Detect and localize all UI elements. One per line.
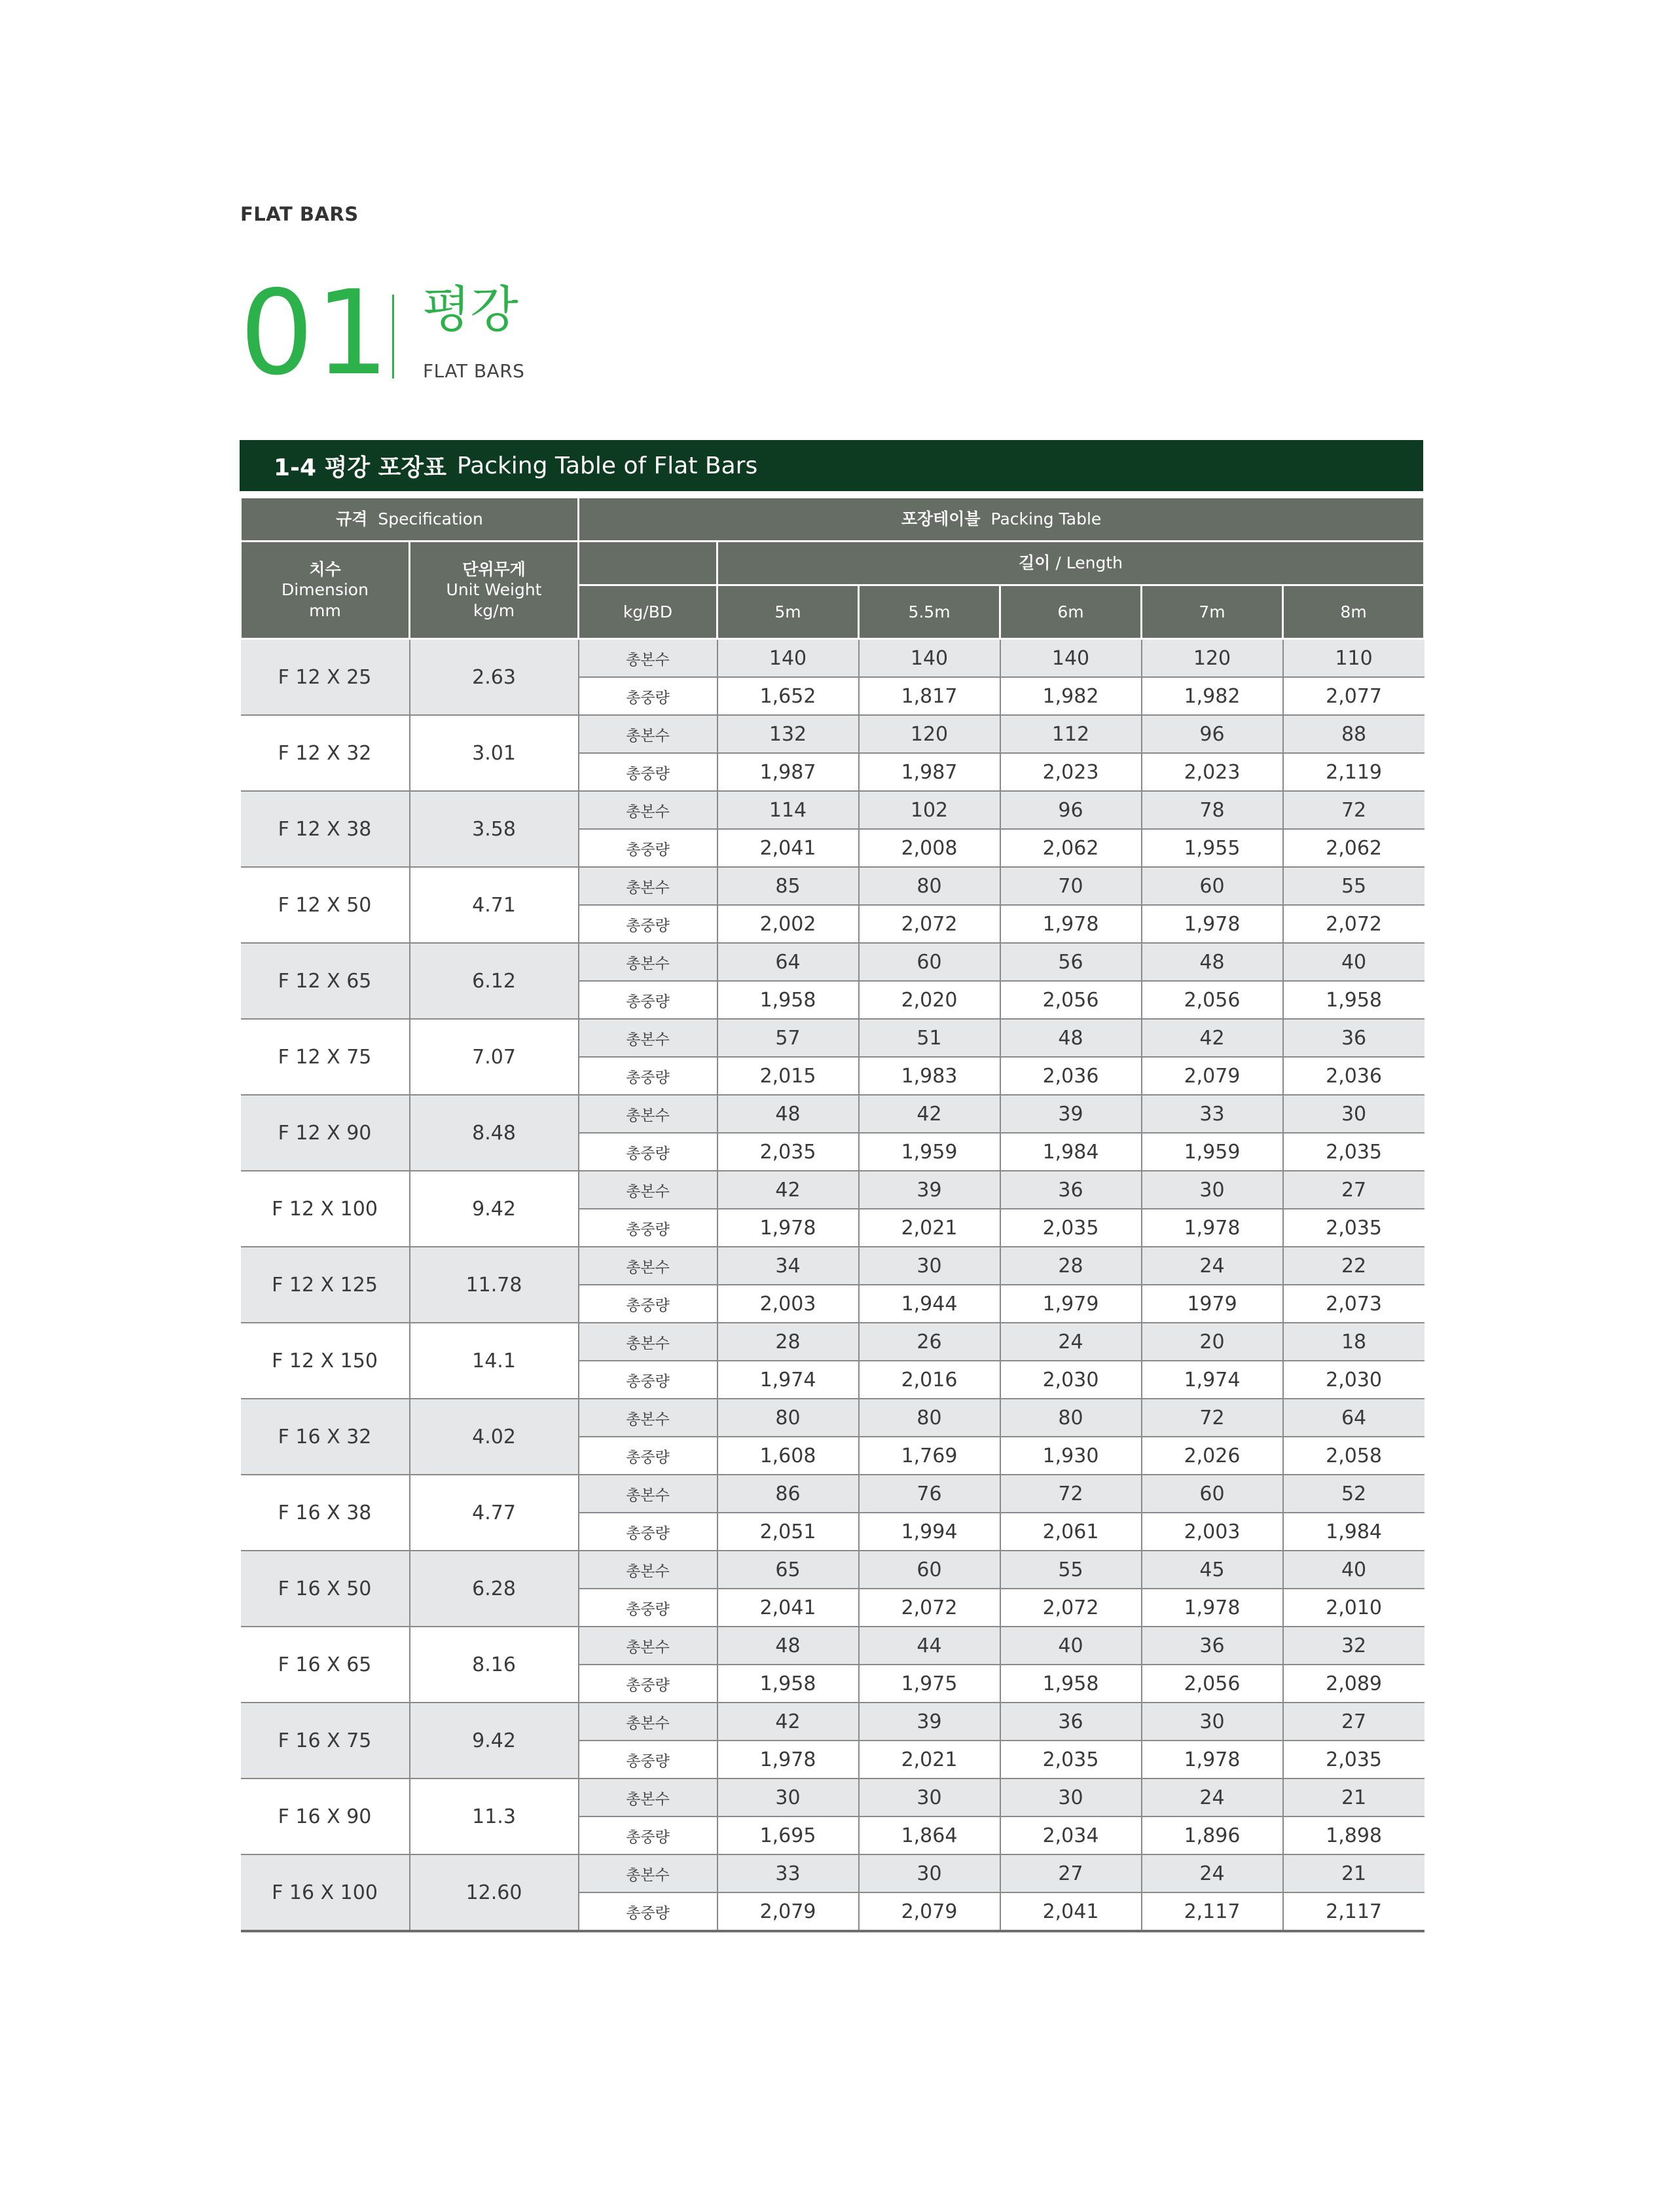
weight-cell: 2,008 bbox=[859, 829, 1000, 867]
section-label: FLAT BARS bbox=[240, 203, 359, 225]
dimension-cell: F 12 X 38 bbox=[241, 791, 410, 867]
weight-cell: 2,077 bbox=[1283, 677, 1425, 715]
count-cell: 30 bbox=[859, 1779, 1000, 1816]
weight-cell: 2,089 bbox=[1283, 1665, 1425, 1703]
count-cell: 76 bbox=[859, 1475, 1000, 1513]
unit-weight-cell: 7.07 bbox=[410, 1019, 579, 1095]
weight-cell: 2,035 bbox=[1283, 1133, 1425, 1171]
weight-label: 총중량 bbox=[579, 1513, 717, 1551]
table-row bbox=[241, 1551, 1425, 1589]
chapter-number: 01 bbox=[240, 265, 391, 401]
count-cell: 114 bbox=[717, 791, 859, 829]
weight-cell: 1,930 bbox=[1000, 1437, 1142, 1475]
weight-cell: 1,864 bbox=[859, 1816, 1000, 1854]
spec-header-ko: 규격 bbox=[336, 509, 368, 529]
count-cell: 20 bbox=[1142, 1323, 1283, 1361]
weight-label: 총중량 bbox=[579, 1665, 717, 1703]
count-cell: 60 bbox=[1142, 867, 1283, 905]
count-cell: 120 bbox=[1142, 639, 1283, 678]
table-row bbox=[241, 1247, 1425, 1285]
weight-cell: 2,058 bbox=[1283, 1437, 1425, 1475]
count-label: 총본수 bbox=[579, 1019, 717, 1057]
weight-cell: 1,944 bbox=[859, 1285, 1000, 1323]
count-cell: 60 bbox=[859, 943, 1000, 981]
dimension-cell: F 16 X 65 bbox=[241, 1627, 410, 1703]
count-label: 총본수 bbox=[579, 715, 717, 753]
count-cell: 55 bbox=[1000, 1551, 1142, 1589]
weight-cell: 2,062 bbox=[1000, 829, 1142, 867]
count-cell: 85 bbox=[717, 867, 859, 905]
weight-cell: 1,955 bbox=[1142, 829, 1283, 867]
count-cell: 57 bbox=[717, 1019, 859, 1057]
count-cell: 30 bbox=[1283, 1095, 1425, 1133]
table-row bbox=[241, 715, 1425, 753]
table-title-ko: 1-4 평강 포장표 bbox=[274, 454, 446, 481]
weight-cell: 1,982 bbox=[1000, 677, 1142, 715]
count-cell: 36 bbox=[1000, 1171, 1142, 1209]
unit-weight-cell: 4.77 bbox=[410, 1475, 579, 1551]
spec-header-en: Specification bbox=[378, 509, 483, 529]
weight-header bbox=[410, 542, 579, 639]
count-cell: 40 bbox=[1283, 1551, 1425, 1589]
count-cell: 120 bbox=[859, 715, 1000, 753]
weight-cell: 2,020 bbox=[859, 981, 1000, 1019]
count-label: 총본수 bbox=[579, 1551, 717, 1589]
weight-label: 총중량 bbox=[579, 753, 717, 791]
table-row bbox=[241, 1627, 1425, 1665]
table-title-en: Packing Table of Flat Bars bbox=[457, 452, 758, 479]
weight-cell: 1,978 bbox=[717, 1209, 859, 1247]
weight-cell: 2,016 bbox=[859, 1361, 1000, 1399]
packing-header bbox=[579, 498, 1425, 542]
count-cell: 36 bbox=[1283, 1019, 1425, 1057]
table-row bbox=[241, 791, 1425, 829]
weight-cell: 2,117 bbox=[1283, 1892, 1425, 1931]
count-cell: 21 bbox=[1283, 1779, 1425, 1816]
weight-label: 총중량 bbox=[579, 1057, 717, 1095]
weight-cell: 2,002 bbox=[717, 905, 859, 943]
length-header bbox=[717, 542, 1425, 585]
table-row bbox=[241, 1095, 1425, 1133]
kgbd-header: kg/BD bbox=[579, 585, 717, 639]
weight-cell: 2,061 bbox=[1000, 1513, 1142, 1551]
count-cell: 140 bbox=[717, 639, 859, 678]
count-cell: 42 bbox=[859, 1095, 1000, 1133]
unit-weight-cell: 8.16 bbox=[410, 1627, 579, 1703]
count-label: 총본수 bbox=[579, 639, 717, 678]
count-cell: 72 bbox=[1000, 1475, 1142, 1513]
table-row bbox=[241, 1475, 1425, 1513]
dimension-cell: F 12 X 100 bbox=[241, 1171, 410, 1247]
weight-cell: 2,003 bbox=[1142, 1513, 1283, 1551]
weight-cell: 1,695 bbox=[717, 1816, 859, 1854]
count-label: 총본수 bbox=[579, 1779, 717, 1816]
count-label: 총본수 bbox=[579, 1095, 717, 1133]
weight-cell: 2,035 bbox=[1283, 1209, 1425, 1247]
weight-cell: 1,987 bbox=[859, 753, 1000, 791]
count-cell: 102 bbox=[859, 791, 1000, 829]
count-cell: 60 bbox=[859, 1551, 1000, 1589]
dimension-cell: F 16 X 32 bbox=[241, 1399, 410, 1475]
table-row bbox=[241, 1019, 1425, 1057]
weight-cell: 1,959 bbox=[1142, 1133, 1283, 1171]
table-row bbox=[241, 639, 1425, 678]
chapter-title: 평강 bbox=[422, 280, 518, 339]
weight-cell: 2,079 bbox=[1142, 1057, 1283, 1095]
count-cell: 96 bbox=[1000, 791, 1142, 829]
count-cell: 88 bbox=[1283, 715, 1425, 753]
packing-table bbox=[240, 496, 1425, 1932]
count-cell: 24 bbox=[1142, 1247, 1283, 1285]
count-cell: 140 bbox=[859, 639, 1000, 678]
count-cell: 70 bbox=[1000, 867, 1142, 905]
count-cell: 39 bbox=[859, 1171, 1000, 1209]
weight-cell: 2,030 bbox=[1283, 1361, 1425, 1399]
weight-cell: 2,117 bbox=[1142, 1892, 1283, 1931]
weight-cell: 1,984 bbox=[1283, 1513, 1425, 1551]
count-cell: 52 bbox=[1283, 1475, 1425, 1513]
weight-label: 총중량 bbox=[579, 1133, 717, 1171]
table-row bbox=[241, 1779, 1425, 1816]
count-cell: 27 bbox=[1283, 1171, 1425, 1209]
unit-weight-cell: 9.42 bbox=[410, 1703, 579, 1779]
count-cell: 80 bbox=[859, 1399, 1000, 1437]
dimension-cell: F 12 X 50 bbox=[241, 867, 410, 943]
weight-cell: 2,056 bbox=[1000, 981, 1142, 1019]
weight-cell: 1,978 bbox=[1142, 1589, 1283, 1627]
count-cell: 34 bbox=[717, 1247, 859, 1285]
packing-table-body bbox=[241, 639, 1425, 1932]
unit-weight-cell: 6.28 bbox=[410, 1551, 579, 1627]
dimension-header-unit: mm bbox=[309, 600, 341, 620]
weight-label: 총중량 bbox=[579, 981, 717, 1019]
count-cell: 18 bbox=[1283, 1323, 1425, 1361]
dimension-cell: F 12 X 90 bbox=[241, 1095, 410, 1171]
count-cell: 45 bbox=[1142, 1551, 1283, 1589]
count-cell: 44 bbox=[859, 1627, 1000, 1665]
weight-cell: 1,979 bbox=[1000, 1285, 1142, 1323]
weight-cell: 1,978 bbox=[1000, 905, 1142, 943]
weight-cell: 1,984 bbox=[1000, 1133, 1142, 1171]
weight-cell: 2,036 bbox=[1000, 1057, 1142, 1095]
length-header-ko: 길이 bbox=[1019, 553, 1051, 573]
weight-cell: 2,062 bbox=[1283, 829, 1425, 867]
unit-weight-cell: 3.01 bbox=[410, 715, 579, 791]
count-cell: 86 bbox=[717, 1475, 859, 1513]
count-cell: 40 bbox=[1283, 943, 1425, 981]
count-cell: 39 bbox=[1000, 1095, 1142, 1133]
unit-weight-cell: 12.60 bbox=[410, 1854, 579, 1931]
unit-weight-cell: 11.78 bbox=[410, 1247, 579, 1323]
weight-cell: 1,974 bbox=[717, 1361, 859, 1399]
weight-cell: 1,978 bbox=[1142, 1741, 1283, 1779]
weight-cell: 1,982 bbox=[1142, 677, 1283, 715]
count-label: 총본수 bbox=[579, 1323, 717, 1361]
unit-weight-cell: 2.63 bbox=[410, 639, 579, 716]
dimension-cell: F 12 X 75 bbox=[241, 1019, 410, 1095]
count-cell: 60 bbox=[1142, 1475, 1283, 1513]
unit-weight-cell: 9.42 bbox=[410, 1171, 579, 1247]
count-label: 총본수 bbox=[579, 1247, 717, 1285]
weight-cell: 2,034 bbox=[1000, 1816, 1142, 1854]
weight-cell: 2,010 bbox=[1283, 1589, 1425, 1627]
dimension-cell: F 12 X 32 bbox=[241, 715, 410, 791]
weight-cell: 1,958 bbox=[717, 981, 859, 1019]
weight-cell: 2,072 bbox=[859, 1589, 1000, 1627]
weight-header-unit: kg/m bbox=[473, 600, 515, 620]
unit-weight-cell: 4.02 bbox=[410, 1399, 579, 1475]
weight-cell: 2,041 bbox=[1000, 1892, 1142, 1931]
count-label: 총본수 bbox=[579, 1703, 717, 1741]
count-cell: 28 bbox=[717, 1323, 859, 1361]
count-cell: 80 bbox=[1000, 1399, 1142, 1437]
count-label: 총본수 bbox=[579, 1475, 717, 1513]
count-label: 총본수 bbox=[579, 943, 717, 981]
weight-label: 총중량 bbox=[579, 1892, 717, 1931]
weight-label: 총중량 bbox=[579, 1741, 717, 1779]
weight-cell: 1,983 bbox=[859, 1057, 1000, 1095]
dimension-cell: F 12 X 125 bbox=[241, 1247, 410, 1323]
weight-cell: 2,035 bbox=[1283, 1741, 1425, 1779]
count-cell: 42 bbox=[1142, 1019, 1283, 1057]
weight-label: 총중량 bbox=[579, 677, 717, 715]
count-cell: 64 bbox=[717, 943, 859, 981]
weight-cell: 1,608 bbox=[717, 1437, 859, 1475]
length-header-8m: 8m bbox=[1283, 585, 1425, 639]
weight-cell: 1,898 bbox=[1283, 1816, 1425, 1854]
count-cell: 55 bbox=[1283, 867, 1425, 905]
table-row bbox=[241, 1399, 1425, 1437]
count-cell: 39 bbox=[859, 1703, 1000, 1741]
weight-cell: 1,958 bbox=[1000, 1665, 1142, 1703]
length-header-en: / Length bbox=[1055, 553, 1123, 573]
count-cell: 30 bbox=[717, 1779, 859, 1816]
count-cell: 42 bbox=[717, 1171, 859, 1209]
weight-cell: 2,079 bbox=[717, 1892, 859, 1931]
weight-label: 총중량 bbox=[579, 1209, 717, 1247]
count-cell: 27 bbox=[1000, 1854, 1142, 1892]
weight-label: 총중량 bbox=[579, 1285, 717, 1323]
count-label: 총본수 bbox=[579, 1627, 717, 1665]
count-cell: 24 bbox=[1142, 1779, 1283, 1816]
weight-cell: 1,978 bbox=[1142, 905, 1283, 943]
count-cell: 56 bbox=[1000, 943, 1142, 981]
count-cell: 26 bbox=[859, 1323, 1000, 1361]
unit-weight-cell: 14.1 bbox=[410, 1323, 579, 1399]
count-cell: 36 bbox=[1142, 1627, 1283, 1665]
weight-cell: 1,958 bbox=[717, 1665, 859, 1703]
unit-weight-cell: 6.12 bbox=[410, 943, 579, 1019]
count-cell: 64 bbox=[1283, 1399, 1425, 1437]
weight-cell: 2,056 bbox=[1142, 981, 1283, 1019]
spec-header bbox=[241, 498, 579, 542]
count-cell: 48 bbox=[717, 1627, 859, 1665]
dimension-header-ko: 치수 bbox=[309, 560, 341, 580]
count-cell: 132 bbox=[717, 715, 859, 753]
table-row bbox=[241, 943, 1425, 981]
dimension-cell: F 12 X 25 bbox=[241, 639, 410, 716]
blank-header bbox=[579, 542, 717, 585]
count-cell: 48 bbox=[1142, 943, 1283, 981]
weight-cell: 2,041 bbox=[717, 829, 859, 867]
weight-cell: 2,035 bbox=[1000, 1209, 1142, 1247]
weight-cell: 1,978 bbox=[717, 1741, 859, 1779]
length-header-5.5m: 5.5m bbox=[859, 585, 1000, 639]
weight-cell: 2,073 bbox=[1283, 1285, 1425, 1323]
count-cell: 110 bbox=[1283, 639, 1425, 678]
weight-cell: 2,021 bbox=[859, 1209, 1000, 1247]
unit-weight-cell: 11.3 bbox=[410, 1779, 579, 1854]
count-cell: 33 bbox=[717, 1854, 859, 1892]
count-cell: 21 bbox=[1283, 1854, 1425, 1892]
weight-cell: 2,021 bbox=[859, 1741, 1000, 1779]
dimension-header bbox=[241, 542, 410, 639]
weight-cell: 1,652 bbox=[717, 677, 859, 715]
length-header-5m: 5m bbox=[717, 585, 859, 639]
count-cell: 30 bbox=[1142, 1171, 1283, 1209]
count-cell: 30 bbox=[1142, 1703, 1283, 1741]
packing-header-ko: 포장테이블 bbox=[901, 509, 981, 529]
count-cell: 24 bbox=[1142, 1854, 1283, 1892]
count-cell: 65 bbox=[717, 1551, 859, 1589]
weight-cell: 2,041 bbox=[717, 1589, 859, 1627]
count-cell: 80 bbox=[717, 1399, 859, 1437]
weight-cell: 1,769 bbox=[859, 1437, 1000, 1475]
chapter-subtitle: FLAT BARS bbox=[423, 360, 525, 382]
dimension-cell: F 16 X 50 bbox=[241, 1551, 410, 1627]
dimension-cell: F 16 X 100 bbox=[241, 1854, 410, 1931]
weight-cell: 1,896 bbox=[1142, 1816, 1283, 1854]
dimension-cell: F 16 X 90 bbox=[241, 1779, 410, 1854]
count-cell: 51 bbox=[859, 1019, 1000, 1057]
weight-cell: 1,987 bbox=[717, 753, 859, 791]
weight-label: 총중량 bbox=[579, 829, 717, 867]
count-cell: 24 bbox=[1000, 1323, 1142, 1361]
weight-cell: 1,959 bbox=[859, 1133, 1000, 1171]
weight-cell: 1,817 bbox=[859, 677, 1000, 715]
unit-weight-cell: 3.58 bbox=[410, 791, 579, 867]
table-row bbox=[241, 1323, 1425, 1361]
packing-header-en: Packing Table bbox=[990, 509, 1102, 529]
count-cell: 27 bbox=[1283, 1703, 1425, 1741]
count-cell: 30 bbox=[1000, 1779, 1142, 1816]
count-label: 총본수 bbox=[579, 867, 717, 905]
count-cell: 48 bbox=[717, 1095, 859, 1133]
weight-cell: 2,015 bbox=[717, 1057, 859, 1095]
weight-cell: 2,023 bbox=[1142, 753, 1283, 791]
weight-cell: 2,036 bbox=[1283, 1057, 1425, 1095]
weight-cell: 2,072 bbox=[1000, 1589, 1142, 1627]
unit-weight-cell: 4.71 bbox=[410, 867, 579, 943]
table-row bbox=[241, 1171, 1425, 1209]
count-cell: 78 bbox=[1142, 791, 1283, 829]
weight-label: 총중량 bbox=[579, 1361, 717, 1399]
weight-label: 총중량 bbox=[579, 905, 717, 943]
count-cell: 30 bbox=[859, 1854, 1000, 1892]
weight-cell: 2,003 bbox=[717, 1285, 859, 1323]
dimension-cell: F 16 X 75 bbox=[241, 1703, 410, 1779]
length-header-6m: 6m bbox=[1000, 585, 1142, 639]
unit-weight-cell: 8.48 bbox=[410, 1095, 579, 1171]
dimension-cell: F 12 X 65 bbox=[241, 943, 410, 1019]
table-row bbox=[241, 1854, 1425, 1892]
table-title-banner bbox=[240, 440, 1423, 491]
length-header-7m: 7m bbox=[1142, 585, 1283, 639]
count-cell: 96 bbox=[1142, 715, 1283, 753]
weight-cell: 2,119 bbox=[1283, 753, 1425, 791]
count-cell: 32 bbox=[1283, 1627, 1425, 1665]
weight-cell: 2,035 bbox=[1000, 1741, 1142, 1779]
chapter-divider bbox=[392, 295, 394, 378]
count-cell: 22 bbox=[1283, 1247, 1425, 1285]
dimension-cell: F 16 X 38 bbox=[241, 1475, 410, 1551]
weight-cell: 2,035 bbox=[717, 1133, 859, 1171]
weight-label: 총중량 bbox=[579, 1437, 717, 1475]
count-cell: 33 bbox=[1142, 1095, 1283, 1133]
weight-cell: 2,023 bbox=[1000, 753, 1142, 791]
count-cell: 30 bbox=[859, 1247, 1000, 1285]
count-cell: 40 bbox=[1000, 1627, 1142, 1665]
count-cell: 28 bbox=[1000, 1247, 1142, 1285]
count-cell: 112 bbox=[1000, 715, 1142, 753]
count-cell: 72 bbox=[1283, 791, 1425, 829]
weight-cell: 1,958 bbox=[1283, 981, 1425, 1019]
weight-cell: 1,974 bbox=[1142, 1361, 1283, 1399]
weight-cell: 2,026 bbox=[1142, 1437, 1283, 1475]
weight-cell: 2,056 bbox=[1142, 1665, 1283, 1703]
weight-cell: 2,079 bbox=[859, 1892, 1000, 1931]
count-label: 총본수 bbox=[579, 1399, 717, 1437]
weight-cell: 2,051 bbox=[717, 1513, 859, 1551]
weight-cell: 2,072 bbox=[859, 905, 1000, 943]
count-cell: 140 bbox=[1000, 639, 1142, 678]
count-label: 총본수 bbox=[579, 1854, 717, 1892]
dimension-cell: F 12 X 150 bbox=[241, 1323, 410, 1399]
count-cell: 80 bbox=[859, 867, 1000, 905]
dimension-header-en: Dimension bbox=[281, 580, 369, 600]
count-label: 총본수 bbox=[579, 791, 717, 829]
table-row bbox=[241, 867, 1425, 905]
weight-header-ko: 단위무게 bbox=[462, 560, 526, 580]
table-row bbox=[241, 1703, 1425, 1741]
count-cell: 36 bbox=[1000, 1703, 1142, 1741]
weight-cell: 1979 bbox=[1142, 1285, 1283, 1323]
count-label: 총본수 bbox=[579, 1171, 717, 1209]
weight-cell: 2,030 bbox=[1000, 1361, 1142, 1399]
count-cell: 42 bbox=[717, 1703, 859, 1741]
count-cell: 48 bbox=[1000, 1019, 1142, 1057]
weight-cell: 2,072 bbox=[1283, 905, 1425, 943]
weight-label: 총중량 bbox=[579, 1816, 717, 1854]
weight-cell: 1,978 bbox=[1142, 1209, 1283, 1247]
weight-cell: 1,975 bbox=[859, 1665, 1000, 1703]
weight-label: 총중량 bbox=[579, 1589, 717, 1627]
weight-header-en: Unit Weight bbox=[446, 580, 542, 600]
weight-cell: 1,994 bbox=[859, 1513, 1000, 1551]
count-cell: 72 bbox=[1142, 1399, 1283, 1437]
